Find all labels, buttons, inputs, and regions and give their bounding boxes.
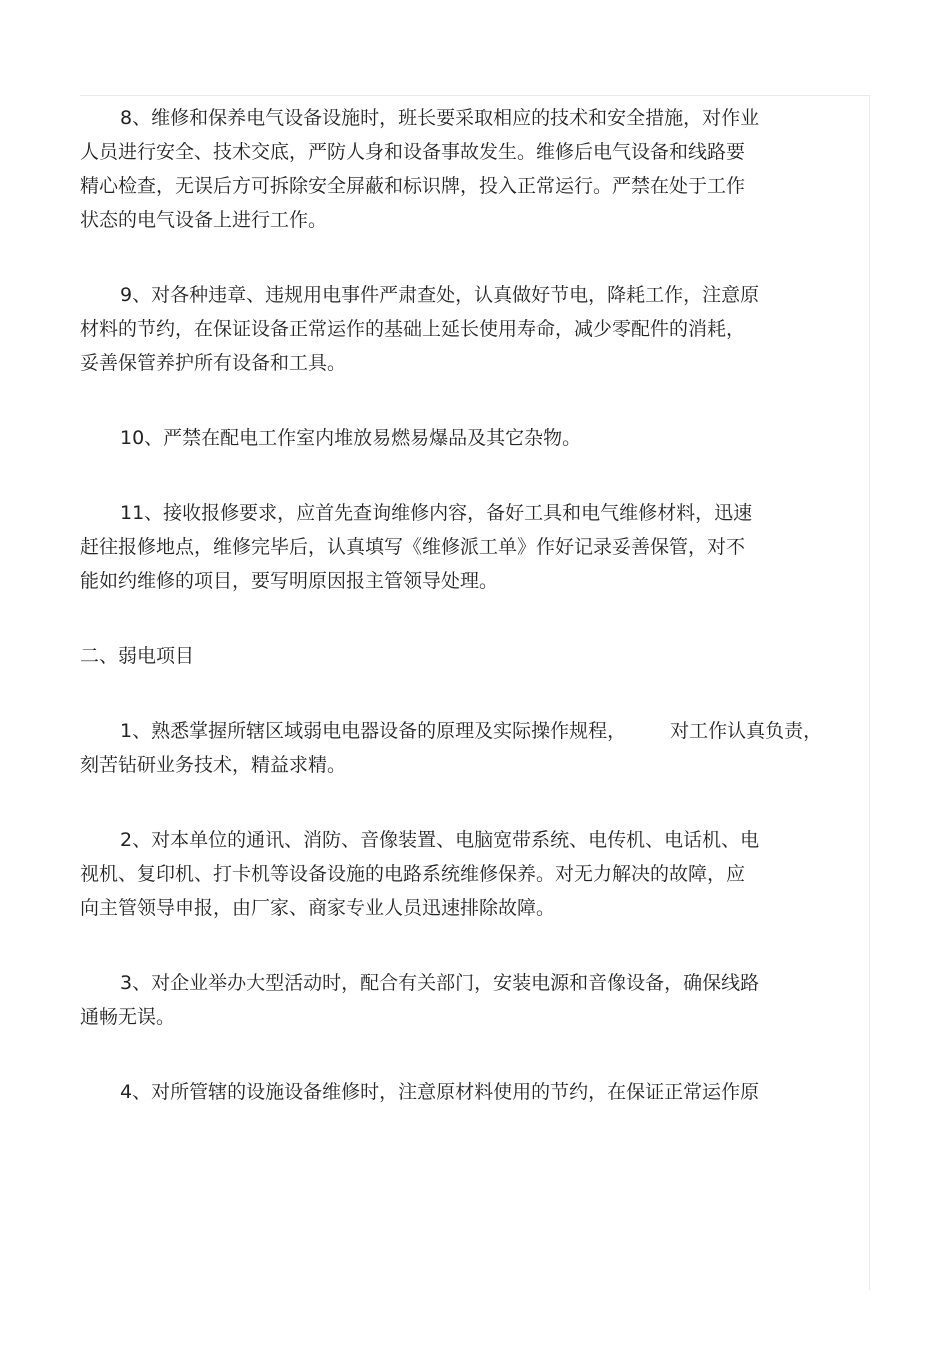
paragraph-line: 妥善保管养护所有设备和工具。 [80, 352, 347, 374]
section-title: 二、弱电项目 [80, 645, 195, 667]
paragraph-gap [80, 1034, 870, 1075]
paragraph-line: 人员进行安全、技术交底，严防人身和设备事故发生。维修后电气设备和线路要 [80, 141, 746, 163]
paragraph-line: 向主管领导申报，由厂家、商家专业人员迅速排除故障。 [80, 897, 556, 919]
paragraph-line: 4、对所管辖的设施设备维修时，注意原材料使用的节约，在保证正常运作原 [120, 1081, 760, 1103]
paragraph-line: 赶往报修地点，维修完毕后，认真填写《维修派工单》作好记录妥善保管，对不 [80, 536, 746, 558]
paragraph-line: 精心检查，无误后方可拆除安全屏蔽和标识牌，投入正常运行。严禁在处于工作 [80, 175, 746, 197]
section2-paragraph-1 [80, 714, 870, 782]
paragraph-gap [80, 925, 870, 966]
section-heading [80, 639, 870, 673]
paragraph-line: 8、维修和保养电气设备设施时，班长要采取相应的技术和安全措施，对作业 [120, 107, 760, 129]
paragraph-gap [80, 237, 870, 278]
paragraph-line: 状态的电气设备上进行工作。 [80, 209, 328, 231]
section2-paragraph-4 [80, 1075, 870, 1109]
paragraph-line: 刻苦钻研业务技术，精益求精。 [80, 754, 347, 776]
paragraph-line: 材料的节约，在保证设备正常运作的基础上延长使用寿命，减少零配件的消耗， [80, 318, 746, 340]
paragraph-gap [80, 455, 870, 496]
line-segment: 1、熟悉掌握所辖区域弱电电器设备的原理及实际操作规程， [120, 720, 627, 742]
paragraph-line: 11、接收报修要求，应首先查询维修内容，备好工具和电气维修材料，迅速 [120, 502, 753, 524]
paragraph-line: 3、对企业举办大型活动时，配合有关部门，安装电源和音像设备，确保线路 [120, 972, 760, 994]
paragraph-line: 10、严禁在配电工作室内堆放易燃易爆品及其它杂物。 [120, 427, 582, 449]
section2-paragraph-3 [80, 966, 870, 1034]
paragraph-line: 2、对本单位的通讯、消防、音像装置、电脑宽带系统、电传机、电话机、电 [120, 829, 760, 851]
page-border-top [80, 95, 870, 96]
line-segment: 对工作认真负责， [670, 720, 823, 742]
paragraph-line: 能如约维修的项目，要写明原因报主管领导处理。 [80, 570, 499, 592]
paragraph-gap [80, 598, 870, 639]
paragraph-gap [80, 782, 870, 823]
paragraph-line [80, 714, 870, 748]
paragraph-8 [80, 101, 870, 237]
paragraph-line: 9、对各种违章、违规用电事件严肃查处，认真做好节电，降耗工作，注意原 [120, 284, 760, 306]
paragraph-gap [80, 380, 870, 421]
paragraph-gap [80, 673, 870, 714]
paragraph-line: 视机、复印机、打卡机等设备设施的电路系统维修保养。对无力解决的故障，应 [80, 863, 746, 885]
paragraph-9 [80, 278, 870, 380]
document-body [80, 101, 870, 1109]
paragraph-11 [80, 496, 870, 598]
paragraph-line: 通畅无误。 [80, 1006, 176, 1028]
paragraph-10 [80, 421, 870, 455]
section2-paragraph-2 [80, 823, 870, 925]
